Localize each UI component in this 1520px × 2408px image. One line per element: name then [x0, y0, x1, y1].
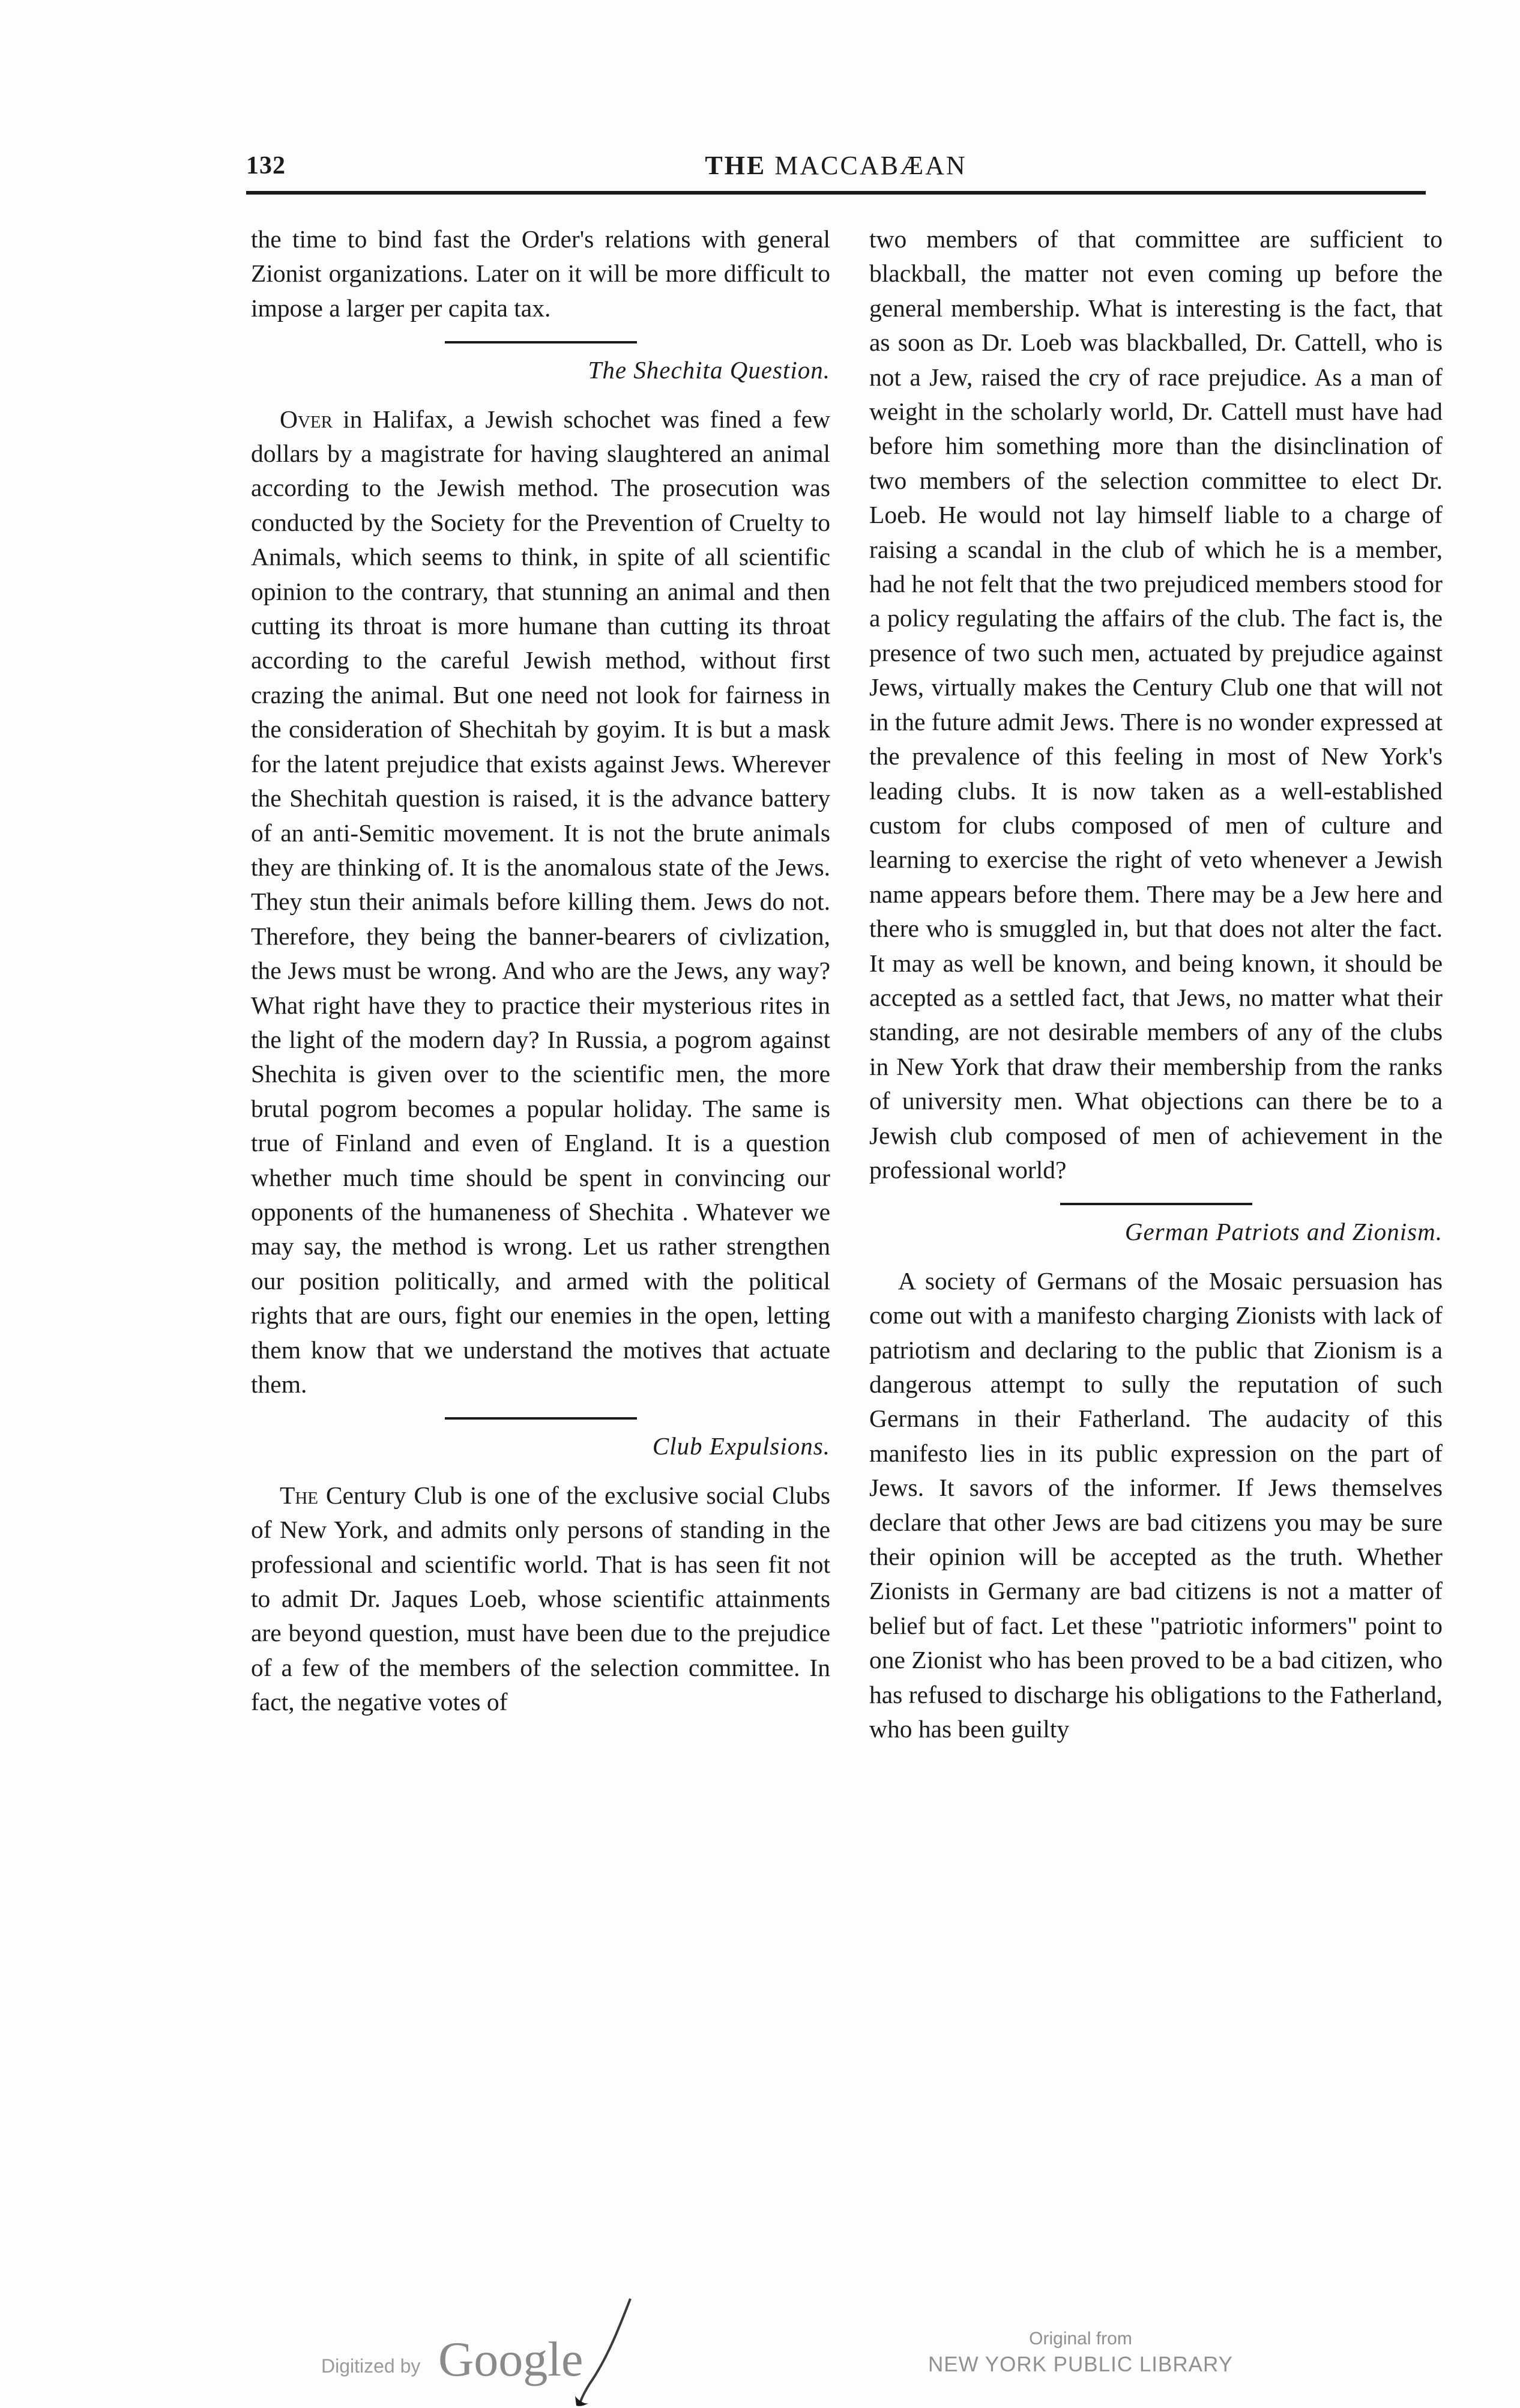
paragraph-club	[251, 1478, 830, 1720]
digitized-watermark	[321, 2276, 657, 2396]
google-logo: Google	[438, 2332, 584, 2386]
right-column	[869, 222, 1443, 1746]
pen-slash-mark	[558, 2294, 648, 2408]
section-divider	[445, 1417, 637, 1420]
library-watermark	[912, 2329, 1249, 2377]
lead-word: The	[280, 1481, 319, 1509]
header-rule	[246, 191, 1426, 195]
paragraph-text: Century Club is one of the exclusive social Clubs of New York, and admits only persons of standing in the professional and scientific world. That is has seen fit not to admit Dr. Jaques Loeb, whose scientific attainments are beyond question, must have been due to the prejudice of a few of the members of the selection committee. In fact, the negative votes of	[251, 1481, 830, 1716]
running-title-name: MACCABÆAN	[774, 151, 967, 180]
running-title	[246, 150, 1426, 181]
paragraph-continued: the time to bind fast the Order's relations with general Zionist organizations. Later on it will be more difficult to impose a larger per capita tax.	[251, 225, 830, 322]
paragraph-shechita	[251, 402, 830, 1402]
section-title-german: German Patriots and Zionism.	[1124, 1218, 1443, 1246]
paragraph-german: A society of Germans of the Mosaic persuasion has come out with a manifesto charging Zionists with lack of patriotism and declaring to the public that Zionism is a dangerous attempt to sully the reputation of such Germans in their Fatherland. The audacity of this manifesto lies in its public expression on the part of Jews. It savors of the informer. If Jews themselves declare that other Jews are bad citizens you may be sure their opinion will be accepted as the truth. Whether Zionists in Germany are bad citizens is not a matter of belief but of fact. Let these "patriotic informers" point to one Zionist who has been proved to be a bad citizen, who has refused to discharge his obligations to the Fatherland, who has been guilty	[869, 1266, 1443, 1743]
library-name: NEW YORK PUBLIC LIBRARY	[928, 2353, 1233, 2376]
paragraph-club-continued: two members of that committee are sufficient to blackball, the matter not even coming up before the general membership. What is interesting is the fact, that as soon as Dr. Loeb was blackballed, Dr. Cattell, who is not a Jew, raised the cry of race prejudice. As a man of weight in the scholarly world, Dr. Cattell must have had before him something more than the disinclination of two members of the selection committee to elect Dr. Loeb. He would not lay himself liable to a charge of raising a scandal in the club of which he is a member, had he not felt that the two prejudiced members stood for a policy regulating the affairs of the club. The fact is, the presence of two such men, actuated by prejudice against Jews, virtually makes the Century Club one that will not in the future admit Jews. There is no wonder expressed at the prevalence of this feeling in most of New York's leading clubs. It is now taken as a well-established custom for clubs composed of men of culture and learning to exercise the right of veto whenever a Jewish name appears before them. There may be a Jew here and there who is smuggled in, but that does not alter the fact. It may as well be known, and being known, it should be accepted as a settled fact, that Jews, no matter what their standing, are not desirable members of any of the clubs in New York that draw their membership from the ranks of university men. What objections can there be to a Jewish club composed of men of achievement in the professional world?	[869, 225, 1443, 1184]
section-title-club: Club Expulsions.	[652, 1432, 830, 1460]
left-column	[251, 222, 830, 1720]
paragraph-text: in Halifax, a Jewish schochet was fined a few dollars by a magistrate for having slaughtered an animal according to the Jewish method. The prosecution was conducted by the Society for the Prevention of Cruelty to Animals, which seems to think, in spite of all scientific opinion to the contrary, that stunning an animal and then cutting its throat is more humane than cutting its throat according to the careful Jewish method, without first crazing the animal. But one need not look for fairness in the consideration of Shechitah by goyim. It is but a mask for the latent prejudice that exists against Jews. Wherever the Shechitah question is raised, it is the advance battery of an anti-Semitic movement. It is not the brute animals they are thinking of. It is the anomalous state of the Jews. They stun their animals before killing them. Jews do not. Therefore, they being the banner-bearers of civlization, the Jews must be wrong. And who are the Jews, any way? What right have they to practice their mysterious rites in the light of the modern day? In Russia, a pogrom against Shechita is given over to the scientific men, the more brutal pogrom becomes a popular holiday. The same is true of Finland and even of England. It is a question whether much time should be spent in convincing our opponents of the humaneness of Shechita . Whatever we may say, the method is wrong. Let us rather strengthen our position politically, and armed with the political rights that are ours, fight our enemies in the open, letting them know that we understand the motives that actuate them.	[251, 405, 830, 1398]
running-title-the: THE	[705, 151, 767, 180]
page-header	[246, 150, 1426, 192]
section-divider	[1060, 1203, 1252, 1205]
digitized-by-label: Digitized by	[321, 2355, 421, 2377]
section-title-shechita: The Shechita Question.	[588, 356, 830, 384]
page-number: 132	[246, 152, 286, 180]
section-divider	[445, 341, 637, 343]
original-from-label: Original from	[1029, 2329, 1132, 2349]
lead-word: Over	[280, 405, 333, 433]
